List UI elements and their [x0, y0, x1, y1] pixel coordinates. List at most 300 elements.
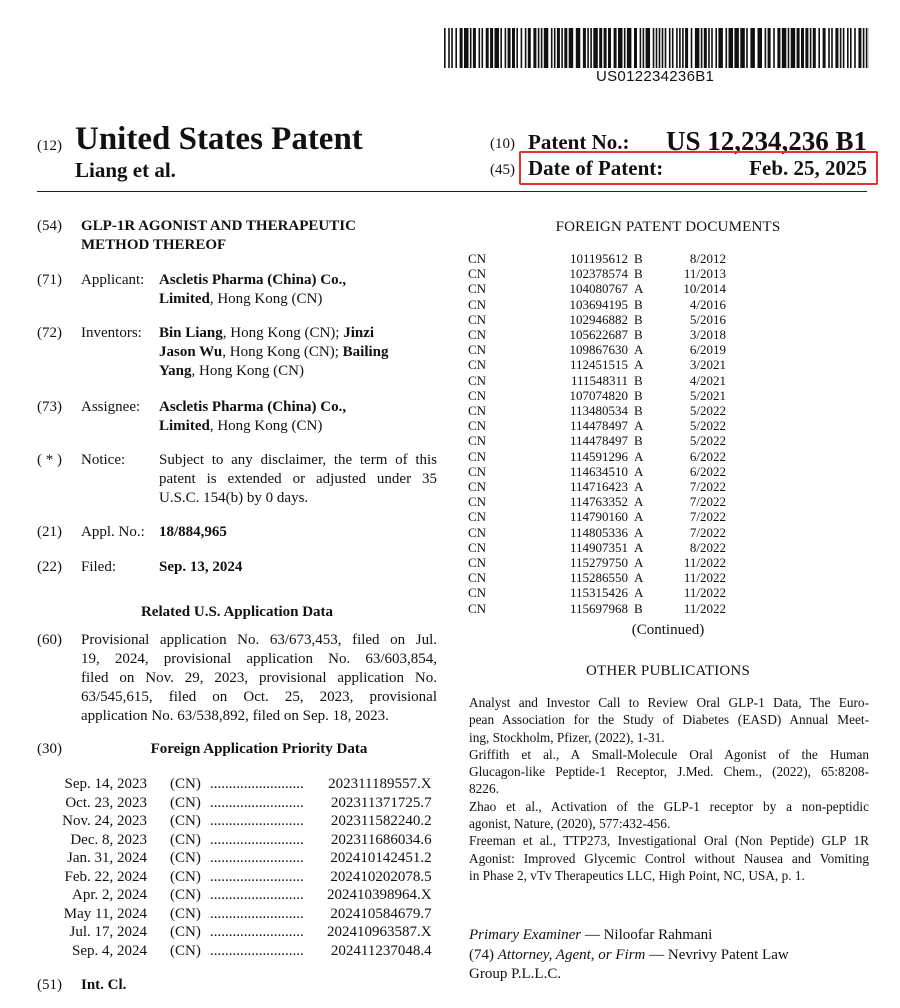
foreign-patent-number: 115286550 — [569, 570, 628, 586]
barcode-bar — [561, 28, 563, 68]
foreign-patent-row — [468, 312, 726, 327]
priority-dots: ......................... — [210, 813, 304, 829]
priority-number: 202311686034.6 — [330, 831, 432, 848]
priority-country: (CN) — [170, 887, 201, 903]
foreign-patent-row — [468, 327, 726, 342]
foreign-patent-number: 114805336 — [569, 524, 628, 540]
foreign-patent-date: 7/2022 — [689, 524, 726, 540]
barcode-bar — [777, 28, 780, 68]
foreign-patent-country: CN — [468, 251, 487, 266]
foreign-patent-number: 115279750 — [569, 555, 628, 571]
foreign-patent-country: CN — [468, 585, 487, 601]
foreign-patent-kind: B — [634, 600, 643, 616]
foreign-patent-date: 5/2016 — [689, 311, 726, 327]
filed-label: Filed: — [81, 559, 117, 575]
foreign-patent-row — [468, 281, 726, 296]
primary-examiner-label: Primary Examiner — [469, 927, 582, 943]
code-72: (72) — [37, 325, 62, 341]
barcode-bar — [679, 28, 681, 68]
barcode-bar — [486, 28, 489, 68]
applicant-block — [159, 271, 346, 309]
barcode-bar — [701, 28, 703, 68]
priority-dots: ......................... — [210, 794, 304, 811]
foreign-patent-country: CN — [468, 479, 487, 495]
foreign-patent-kind: A — [634, 342, 644, 358]
barcode-bar — [750, 28, 755, 68]
applicant-label: Applicant: — [81, 272, 145, 288]
foreign-patent-number: 114478497 — [569, 433, 628, 449]
code-30: (30) — [37, 741, 62, 757]
priority-country: (CN) — [170, 868, 201, 885]
priority-country: (CN) — [170, 905, 201, 922]
inventor-1-name: Bin Liang — [159, 325, 223, 341]
foreign-patent-number: 114790160 — [569, 509, 628, 525]
barcode-bar — [448, 28, 450, 68]
foreign-patent-kind: B — [634, 251, 643, 266]
barcode-bar — [551, 28, 553, 68]
barcode-bar — [847, 28, 849, 68]
barcode-bar — [691, 28, 693, 68]
priority-dots: ......................... — [210, 850, 304, 866]
foreign-patent-kind: A — [634, 555, 644, 571]
foreign-patent-country: CN — [468, 509, 487, 525]
barcode-bar — [627, 28, 632, 68]
priority-row — [52, 794, 432, 813]
barcode-bar — [659, 28, 661, 68]
related-line-3: filed on Nov. 29, 2023, provisional application No. — [81, 670, 437, 686]
barcode-bar — [608, 28, 611, 68]
barcode-bar — [740, 28, 745, 68]
barcode-bar — [782, 28, 787, 68]
barcode-bar — [554, 28, 556, 68]
primary-examiner-line — [469, 926, 712, 945]
foreign-patent-kind: B — [634, 433, 643, 449]
priority-date: May 11, 2024 — [63, 905, 147, 922]
foreign-patent-date: 5/2021 — [689, 387, 726, 403]
foreign-patent-number: 115697968 — [569, 600, 628, 616]
barcode-bar — [850, 28, 852, 68]
foreign-patent-date: 5/2022 — [689, 433, 726, 449]
foreign-patent-country: CN — [468, 327, 487, 343]
foreign-patent-row — [468, 464, 726, 479]
related-line-1: Provisional application No. 63/673,453, filed on Jul. — [81, 632, 437, 648]
foreign-patent-number: 114591296 — [569, 448, 628, 464]
notice-code: ( * ) — [37, 452, 62, 468]
priority-number: 202410398964.X — [327, 887, 432, 903]
priority-row — [52, 812, 432, 831]
publication-line: agonist, Nature, (2020), 577:432-456. — [469, 816, 671, 832]
barcode-bar — [557, 28, 560, 68]
code-51: (51) — [37, 977, 62, 993]
notice-line-3: U.S.C. 154(b) by 0 days. — [159, 490, 309, 506]
foreign-patent-kind: A — [634, 357, 644, 373]
applicant-name-2: Limited — [159, 291, 210, 307]
foreign-patent-kind: A — [634, 539, 644, 555]
barcode-image — [444, 28, 869, 68]
barcode-bar — [576, 28, 581, 68]
assignee-location: , Hong Kong (CN) — [209, 418, 323, 434]
priority-country: (CN) — [170, 794, 201, 811]
barcode-bar — [460, 28, 463, 68]
related-line-4: 63/545,615, filed on Oct. 25, 2023, provisional — [81, 689, 437, 705]
foreign-patent-kind: A — [634, 494, 644, 510]
barcode-bar — [765, 28, 767, 68]
date-highlight-box — [519, 151, 878, 185]
publication-line: in Phase 2, vTv Therapeutics LLC, High Point, NC, USA, p. 1. — [469, 867, 805, 883]
foreign-patent-row — [468, 388, 726, 403]
foreign-patent-kind: B — [634, 266, 643, 282]
barcode-bar — [729, 28, 734, 68]
foreign-patent-date: 3/2021 — [689, 357, 726, 373]
notice-line-2: patent is extended or adjusted under 35 — [159, 471, 437, 487]
inventors-label: Inventors: — [81, 325, 142, 341]
foreign-patent-country: CN — [468, 357, 487, 373]
barcode-bar — [505, 28, 507, 68]
attorney-block — [469, 946, 869, 984]
barcode-bar — [662, 28, 664, 68]
barcode-bar — [464, 28, 469, 68]
code-22: (22) — [37, 559, 62, 575]
priority-dots: ......................... — [210, 887, 304, 903]
priority-country: (CN) — [170, 776, 201, 792]
barcode-bar — [676, 28, 678, 68]
priority-date: Oct. 23, 2023 — [65, 794, 147, 811]
inventor-2-name-a: Jinzi — [343, 325, 375, 341]
title-line-1: GLP-1R AGONIST AND THERAPEUTIC — [81, 218, 356, 234]
priority-dots: ......................... — [210, 776, 304, 792]
barcode-bar — [614, 28, 617, 68]
foreign-patent-table — [468, 251, 726, 616]
inventor-3-name-b: Yang — [159, 363, 192, 379]
foreign-patent-country: CN — [468, 463, 487, 479]
priority-dots: ......................... — [210, 905, 304, 922]
foreign-patent-number: 109867630 — [569, 342, 628, 358]
barcode-bar — [653, 28, 655, 68]
priority-row — [52, 831, 432, 850]
foreign-patent-date: 6/2022 — [689, 448, 726, 464]
barcode-bar — [482, 28, 484, 68]
barcode-bar — [863, 28, 865, 68]
related-data-heading: Related U.S. Application Data — [140, 604, 334, 620]
fpd-continued: (Continued) — [631, 622, 705, 638]
barcode-bar — [500, 28, 502, 68]
foreign-patent-kind: A — [634, 570, 644, 586]
priority-date: Jan. 31, 2024 — [67, 850, 147, 866]
priority-number: 202410202078.5 — [330, 868, 432, 885]
barcode-bar — [640, 28, 642, 68]
other-publications-heading: OTHER PUBLICATIONS — [585, 663, 751, 679]
attorney-firm-line-1: Nevrivy Patent Law — [667, 947, 789, 963]
notice-label: Notice: — [81, 452, 126, 468]
attorney-separator: — — [645, 947, 668, 963]
foreign-patent-row — [468, 266, 726, 281]
priority-row — [52, 886, 432, 905]
barcode-bar — [866, 28, 868, 68]
priority-number: 202311582240.2 — [330, 813, 432, 829]
barcode-bar — [854, 28, 856, 68]
foreign-patent-number: 103694195 — [569, 296, 628, 312]
priority-dots: ......................... — [210, 831, 304, 848]
foreign-patent-number: 114716423 — [569, 479, 628, 495]
foreign-patent-row — [468, 509, 726, 524]
foreign-patent-country: CN — [468, 266, 487, 282]
foreign-patent-kind: A — [634, 524, 644, 540]
barcode-bar — [473, 28, 476, 68]
foreign-patent-country: CN — [468, 555, 487, 571]
priority-dots: ......................... — [210, 868, 304, 885]
foreign-patent-country: CN — [468, 372, 487, 388]
other-publications-list — [469, 694, 869, 884]
publication-line: Griffith et al., A Small-Molecule Oral Agonist of the Human — [469, 746, 869, 762]
priority-number: 202410963587.X — [327, 924, 432, 940]
foreign-patent-date: 6/2022 — [689, 463, 726, 479]
barcode-bar — [810, 28, 812, 68]
priority-number: 202311371725.7 — [330, 794, 432, 811]
assignee-name-2: Limited — [159, 418, 210, 434]
barcode-bar — [479, 28, 481, 68]
foreign-patent-date: 11/2022 — [683, 570, 726, 586]
barcode-bar — [634, 28, 637, 68]
barcode-bar — [512, 28, 515, 68]
assignee-name-1: Ascletis Pharma (China) Co., — [159, 399, 347, 415]
foreign-patent-kind: A — [634, 418, 644, 434]
priority-table — [52, 775, 432, 960]
barcode-bar — [521, 28, 523, 68]
priority-number: 202410584679.7 — [330, 905, 432, 922]
foreign-patent-country: CN — [468, 387, 487, 403]
foreign-patent-date: 4/2021 — [689, 372, 726, 388]
barcode-bar — [569, 28, 574, 68]
foreign-patent-kind: B — [634, 372, 643, 388]
foreign-patent-country: CN — [468, 433, 487, 449]
barcode-bar — [669, 28, 671, 68]
code-45: (45) — [490, 162, 515, 178]
priority-number: 202311189557.X — [328, 776, 432, 792]
publication-line: Analyst and Investor Call to Review Oral GLP-1 Data, The Euro- — [469, 695, 869, 710]
barcode-bar — [643, 28, 645, 68]
notice-line-1: Subject to any disclaimer, the term of this — [159, 452, 437, 468]
barcode-bar — [858, 28, 861, 68]
attorney-label: Attorney, Agent, or Firm — [497, 947, 646, 963]
priority-number: 202411237048.4 — [330, 942, 432, 959]
foreign-patent-kind: B — [634, 311, 643, 327]
foreign-patent-row — [468, 342, 726, 357]
notice-text — [159, 451, 437, 508]
publication-line: Glucagon-like Peptide-1 Receptor, J.Med. Chem., (2022), 65:8208- — [469, 764, 869, 780]
barcode-bar — [813, 28, 816, 68]
priority-date: Apr. 2, 2024 — [72, 887, 147, 903]
priority-row — [52, 905, 432, 924]
foreign-patent-kind: B — [634, 403, 643, 419]
foreign-patent-date: 4/2016 — [689, 296, 726, 312]
foreign-patent-row — [468, 418, 726, 433]
foreign-patent-kind: B — [634, 387, 643, 403]
foreign-patent-row — [468, 494, 726, 509]
barcode-bar — [665, 28, 667, 68]
foreign-patent-number: 101195612 — [569, 251, 628, 266]
foreign-patent-kind: A — [634, 448, 644, 464]
barcode-bar — [525, 28, 527, 68]
foreign-patent-country: CN — [468, 570, 487, 586]
foreign-patent-kind: A — [634, 463, 644, 479]
related-line-5: application No. 63/538,892, filed on Sep. 18, 2023. — [81, 708, 389, 724]
barcode-bar — [797, 28, 800, 68]
primary-examiner-name: Niloofar Rahmani — [603, 927, 713, 943]
foreign-patent-date: 7/2022 — [689, 509, 726, 525]
foreign-patent-number: 111548311 — [570, 372, 628, 388]
barcode-bar — [470, 28, 472, 68]
barcode-bar — [544, 28, 549, 68]
foreign-patent-row — [468, 251, 726, 266]
barcode-bar — [618, 28, 623, 68]
patent-number: US 12,234,236 B1 — [665, 126, 867, 156]
barcode-bar — [773, 28, 775, 68]
priority-row — [52, 868, 432, 887]
barcode-bar — [805, 28, 808, 68]
barcode-bar — [831, 28, 833, 68]
foreign-patent-country: CN — [468, 342, 487, 358]
foreign-patent-row — [468, 433, 726, 448]
barcode-bar — [672, 28, 674, 68]
code-73: (73) — [37, 399, 62, 415]
barcode-bar — [726, 28, 728, 68]
foreign-patent-row — [468, 525, 726, 540]
publication-number: US012234236B1 — [596, 68, 715, 85]
int-cl-label: Int. Cl. — [81, 977, 127, 993]
appl-no: 18/884,965 — [159, 524, 227, 540]
barcode-bar — [695, 28, 700, 68]
foreign-patent-row — [468, 601, 726, 616]
publication-line: Zhao et al., Activation of the GLP-1 receptor by a non-peptidic — [469, 798, 869, 814]
priority-country: (CN) — [170, 942, 201, 959]
foreign-patent-kind: A — [634, 281, 644, 297]
foreign-patent-number: 102946882 — [569, 311, 628, 327]
inventor-3-location: , Hong Kong (CN) — [191, 363, 305, 379]
barcode-bar — [704, 28, 707, 68]
patent-title — [81, 217, 356, 255]
inventor-2-name-b: Jason Wu — [159, 344, 223, 360]
inventor-3-name-a: Bailing — [342, 344, 389, 360]
publication-line: Agonist: Improved Glycemic Control without Nausea and Vomiting — [469, 850, 869, 866]
foreign-patent-number: 107074820 — [569, 387, 628, 403]
assignee-label: Assignee: — [81, 399, 141, 415]
priority-row — [52, 923, 432, 942]
barcode-bar — [508, 28, 511, 68]
foreign-patent-date: 3/2018 — [689, 327, 726, 343]
patent-number-label: Patent No.: — [528, 130, 630, 154]
barcode-bar — [495, 28, 500, 68]
priority-data-heading: Foreign Application Priority Data — [150, 741, 368, 757]
foreign-patent-row — [468, 449, 726, 464]
foreign-patent-row — [468, 585, 726, 600]
foreign-patent-date: 11/2022 — [683, 555, 726, 571]
foreign-patent-number: 112451515 — [569, 357, 628, 373]
foreign-patent-row — [468, 297, 726, 312]
applicant-location: , Hong Kong (CN) — [209, 291, 323, 307]
inventor-2-location: , Hong Kong (CN); — [222, 344, 343, 360]
barcode-bar — [583, 28, 586, 68]
inventor-1-location: , Hong Kong (CN); — [222, 325, 344, 341]
related-line-2: 19, 2024, provisional application No. 63/603,854, — [81, 651, 437, 667]
foreign-patent-date: 11/2022 — [683, 600, 726, 616]
inventor-short-name: Liang et al. — [75, 158, 176, 182]
foreign-patent-number: 104080767 — [569, 281, 628, 297]
barcode-bar — [823, 28, 826, 68]
barcode-bar — [788, 28, 790, 68]
foreign-patent-date: 11/2022 — [683, 585, 726, 601]
barcode-bar — [711, 28, 713, 68]
publication-line: ing, Stockholm, Pfizer, (2022), 1-31. — [469, 729, 665, 745]
barcode-bar — [835, 28, 838, 68]
barcode-bar — [715, 28, 717, 68]
assignee-block — [159, 398, 346, 436]
foreign-patent-row — [468, 373, 726, 388]
foreign-patent-number: 114634510 — [569, 463, 628, 479]
filed-date: Sep. 13, 2024 — [159, 559, 243, 575]
priority-country: (CN) — [170, 924, 201, 940]
publication-line: Freeman et al., TTP273, Investigational Oral (Non Peptide) GLP 1R — [469, 833, 869, 849]
code-21: (21) — [37, 524, 62, 540]
barcode-bar — [818, 28, 820, 68]
applicant-name-1: Ascletis Pharma (China) Co., — [159, 272, 347, 288]
barcode-bar — [758, 28, 763, 68]
foreign-patent-number: 114763352 — [569, 494, 628, 510]
code-10: (10) — [490, 136, 515, 152]
barcode-bar — [541, 28, 543, 68]
barcode-bar — [533, 28, 536, 68]
foreign-patent-number: 115315426 — [569, 585, 628, 601]
barcode-bar — [604, 28, 607, 68]
foreign-patent-date: 8/2012 — [689, 251, 726, 266]
foreign-patent-number: 114907351 — [569, 539, 628, 555]
barcode-bar — [843, 28, 845, 68]
barcode-bar — [682, 28, 684, 68]
barcode-bar — [746, 28, 748, 68]
foreign-patent-country: CN — [468, 539, 487, 555]
priority-date: Sep. 4, 2024 — [72, 942, 147, 959]
document-type-title: United States Patent — [75, 121, 363, 157]
barcode-bar — [734, 28, 739, 68]
foreign-patent-number: 102378574 — [569, 266, 628, 282]
barcode-bar — [451, 28, 453, 68]
examiner-separator: — — [581, 927, 604, 943]
priority-date: Dec. 8, 2023 — [70, 831, 147, 848]
foreign-patent-country: CN — [468, 448, 487, 464]
foreign-patent-kind: B — [634, 327, 643, 343]
foreign-patent-number: 113480534 — [569, 403, 628, 419]
barcode-bar — [685, 28, 688, 68]
barcode-bar — [538, 28, 540, 68]
code-54: (54) — [37, 218, 62, 234]
related-application-text — [81, 631, 437, 726]
foreign-patent-row — [468, 555, 726, 570]
barcode-bar — [708, 28, 710, 68]
barcode-bar — [646, 28, 651, 68]
barcode-bar — [801, 28, 804, 68]
priority-date: Jul. 17, 2024 — [69, 924, 147, 940]
code-74: (74) — [469, 947, 494, 963]
foreign-patent-date: 5/2022 — [689, 418, 726, 434]
priority-country: (CN) — [170, 813, 201, 829]
priority-dots: ......................... — [210, 924, 304, 940]
foreign-patent-date: 7/2022 — [689, 479, 726, 495]
priority-country: (CN) — [170, 831, 201, 848]
priority-row — [52, 942, 432, 961]
barcode-bar — [768, 28, 771, 68]
date-of-patent-label: Date of Patent: — [528, 156, 664, 180]
barcode-bar — [599, 28, 602, 68]
barcode-bar — [528, 28, 531, 68]
